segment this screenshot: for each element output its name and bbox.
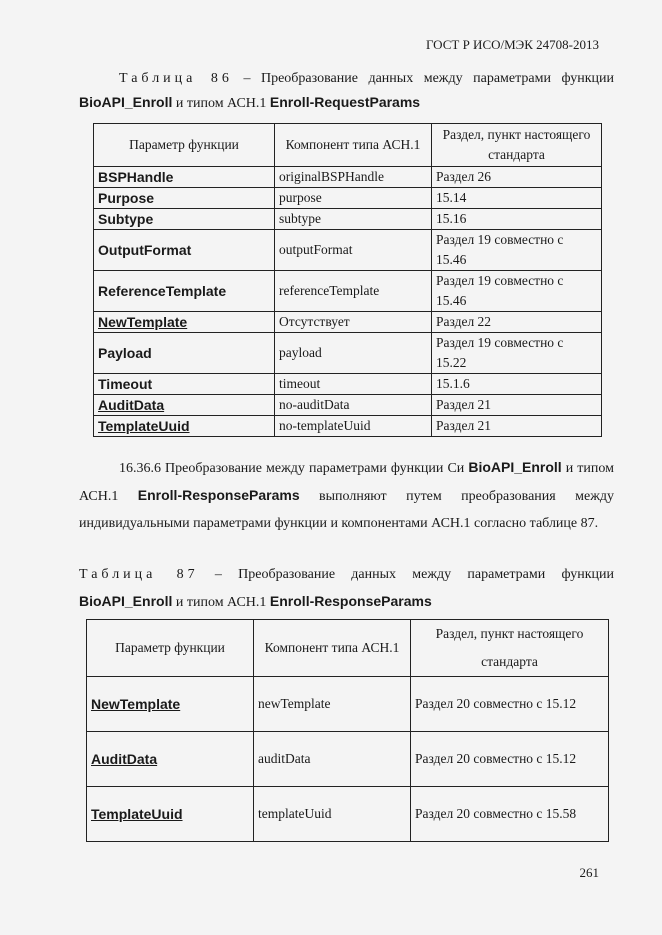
table-86-caption (79, 70, 614, 113)
component-cell: timeout (275, 374, 432, 395)
table-86-caption-text: – Преобразование данных между параметрами функции (232, 71, 614, 86)
page-number: 261 (579, 865, 599, 880)
table-row (94, 188, 602, 209)
section-cell: Раздел 20 совместно с 15.12 (411, 677, 609, 732)
param-cell: TemplateUuid (94, 416, 275, 437)
table-row (94, 312, 602, 333)
table-86-caption-mid: и типом АСН.1 (172, 96, 270, 111)
component-cell: originalBSPHandle (275, 167, 432, 188)
table-row (94, 230, 602, 271)
component-cell: payload (275, 333, 432, 374)
param-cell: ReferenceTemplate (94, 271, 275, 312)
section-cell: Раздел 19 совместно с 15.46 (432, 271, 602, 312)
component-cell: outputFormat (275, 230, 432, 271)
param-cell: BSPHandle (94, 167, 275, 188)
paragraph-text-3: выполняют путем преобразования между индивидуальными параметрами функции и компонентами АСН.1 согласно таблице 87. (79, 489, 614, 531)
table-row (87, 732, 609, 787)
section-cell: Раздел 19 совместно с 15.22 (432, 333, 602, 374)
param-cell: Timeout (94, 374, 275, 395)
table-87 (86, 619, 609, 842)
component-cell: referenceTemplate (275, 271, 432, 312)
paragraph-function-name: BioAPI_Enroll (468, 459, 562, 475)
table-row (94, 416, 602, 437)
paragraph-text-1: 16.36.6 Преобразование между параметрами функции Си (119, 461, 469, 476)
table-row (94, 374, 602, 395)
table-86-function-name: BioAPI_Enroll (79, 94, 173, 110)
param-cell: NewTemplate (94, 312, 275, 333)
component-cell: auditData (254, 732, 411, 787)
param-cell: OutputFormat (94, 230, 275, 271)
section-cell: Раздел 22 (432, 312, 602, 333)
table-87-caption-mid: и типом АСН.1 (172, 595, 270, 610)
param-cell: NewTemplate (87, 677, 254, 732)
paragraph-text-2: и типом АСН.1 (79, 461, 614, 504)
section-cell: Раздел 21 (432, 395, 602, 416)
table-86-type-name: Enroll-RequestParams (269, 94, 421, 110)
table-86-body (94, 167, 602, 437)
table-row (87, 677, 609, 732)
component-cell: no-auditData (275, 395, 432, 416)
section-cell: 15.1.6 (432, 374, 602, 395)
section-cell: Раздел 20 совместно с 15.58 (411, 787, 609, 842)
component-cell: subtype (275, 209, 432, 230)
param-cell: AuditData (94, 395, 275, 416)
table-86-header-section: Раздел, пункт настоящего стандарта (432, 124, 602, 167)
table-row (94, 333, 602, 374)
section-cell: Раздел 21 (432, 416, 602, 437)
param-cell: TemplateUuid (87, 787, 254, 842)
table-87-body (87, 677, 609, 842)
table-row (94, 271, 602, 312)
section-16-36-6-paragraph (79, 454, 614, 537)
component-cell: Отсутствует (275, 312, 432, 333)
section-cell: Раздел 19 совместно с 15.46 (432, 230, 602, 271)
table-87-header-component: Компонент типа АСН.1 (254, 620, 411, 677)
component-cell: templateUuid (254, 787, 411, 842)
table-87-function-name: BioAPI_Enroll (79, 593, 173, 609)
table-86 (93, 123, 602, 437)
component-cell: purpose (275, 188, 432, 209)
param-cell: AuditData (87, 732, 254, 787)
table-86-header-component: Компонент типа АСН.1 (275, 124, 432, 167)
table-row (94, 167, 602, 188)
table-86-header-param: Параметр функции (94, 124, 275, 167)
section-cell: Раздел 20 совместно с 15.12 (411, 732, 609, 787)
param-cell: Payload (94, 333, 275, 374)
param-cell: Subtype (94, 209, 275, 230)
table-87-header-section: Раздел, пункт настоящего стандарта (411, 620, 609, 677)
section-cell: 15.14 (432, 188, 602, 209)
component-cell: newTemplate (254, 677, 411, 732)
document-header: ГОСТ Р ИСО/МЭК 24708-2013 (425, 37, 599, 52)
table-row (87, 787, 609, 842)
table-86-label: Таблица 86 (119, 71, 233, 86)
table-87-label: Таблица 87 (79, 567, 199, 582)
section-cell: Раздел 26 (432, 167, 602, 188)
table-87-header-param: Параметр функции (87, 620, 254, 677)
paragraph-type-name: Enroll-ResponseParams (137, 487, 300, 503)
table-87-caption (79, 566, 614, 612)
section-cell: 15.16 (432, 209, 602, 230)
param-cell: Purpose (94, 188, 275, 209)
table-row (94, 209, 602, 230)
table-87-caption-text: – Преобразование данных между параметрами функции (198, 567, 614, 582)
table-row (94, 395, 602, 416)
component-cell: no-templateUuid (275, 416, 432, 437)
table-87-type-name: Enroll-ResponseParams (269, 593, 432, 609)
